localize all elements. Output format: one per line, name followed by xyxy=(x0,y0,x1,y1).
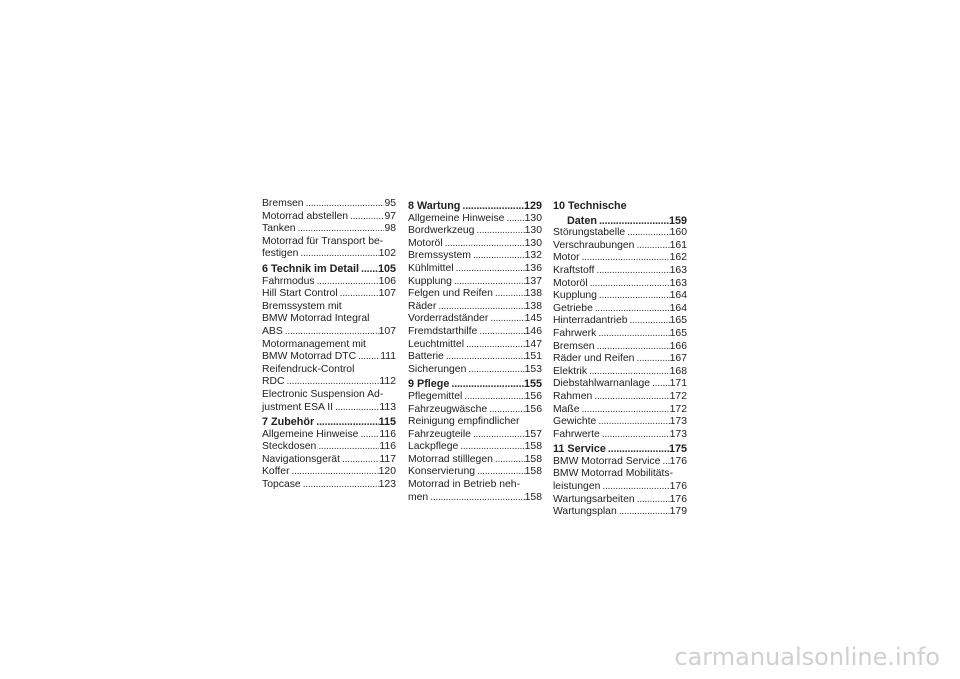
toc-column-2 xyxy=(408,198,542,504)
toc-entry[interactable] xyxy=(262,276,396,289)
dot-leader xyxy=(283,326,379,339)
toc-page-number: 120 xyxy=(378,466,396,478)
dot-leader xyxy=(443,238,525,251)
toc-page-number: 107 xyxy=(378,325,396,337)
toc-entry-title: Navigationsgerät xyxy=(262,453,340,465)
toc-entry[interactable] xyxy=(408,454,542,467)
toc-entry-title: Topcase xyxy=(262,479,301,491)
toc-entry[interactable] xyxy=(262,326,396,339)
toc-page-number: 176 xyxy=(669,455,687,467)
toc-entry-title: Räder und Reifen xyxy=(553,353,635,365)
dot-leader xyxy=(597,215,669,228)
toc-page-number: 159 xyxy=(668,214,687,227)
toc-page-number: 107 xyxy=(378,288,396,300)
toc-entry-title: Bremsen xyxy=(262,198,304,209)
toc-entry-title: BMW Motorrad Service xyxy=(553,455,661,467)
dot-leader xyxy=(464,339,525,352)
toc-page-number: 138 xyxy=(524,288,542,300)
dot-leader xyxy=(634,240,669,253)
toc-page-number: 151 xyxy=(524,351,542,363)
toc-page-number: 156 xyxy=(524,390,542,402)
toc-entry-title: Rahmen xyxy=(553,390,593,402)
toc-page-number: 162 xyxy=(669,252,687,264)
dot-leader xyxy=(477,326,524,339)
toc-entry[interactable] xyxy=(553,315,687,328)
dot-leader xyxy=(315,276,379,289)
toc-page-number: 146 xyxy=(524,325,542,337)
dot-leader xyxy=(301,479,379,492)
toc-entry[interactable] xyxy=(553,341,687,354)
toc-page-number: 112 xyxy=(379,376,396,388)
toc-entry-title: Steckdosen xyxy=(262,441,317,453)
toc-entry[interactable] xyxy=(408,276,542,289)
toc-page-number: 173 xyxy=(669,416,687,428)
toc-entry-title: Diebstahlwarnanlage xyxy=(553,378,651,390)
dot-leader xyxy=(580,404,670,417)
toc-entry[interactable] xyxy=(553,429,687,442)
dot-leader xyxy=(471,429,525,442)
dot-leader xyxy=(635,494,670,507)
dot-leader xyxy=(606,443,669,456)
dot-leader xyxy=(504,213,524,226)
toc-entry[interactable] xyxy=(408,391,542,404)
toc-page-number: 98 xyxy=(384,223,396,235)
dot-leader xyxy=(588,278,670,291)
toc-entry-title: Fahrzeugteile xyxy=(408,428,471,440)
toc-entry[interactable] xyxy=(408,351,542,364)
toc-entry-line: Motorrad für Transport be- xyxy=(262,235,384,247)
toc-entry-title: Vorderradständer xyxy=(408,313,489,325)
toc-page-number: 158 xyxy=(524,466,542,478)
toc-entry-title: Sicherungen xyxy=(408,363,467,375)
toc-entry[interactable] xyxy=(262,351,396,364)
toc-page-number: 165 xyxy=(669,327,687,339)
toc-entry-title: ABS xyxy=(262,325,283,337)
dot-leader xyxy=(471,250,525,263)
toc-entry[interactable] xyxy=(262,198,396,211)
toc-page-number: 164 xyxy=(669,302,687,314)
dot-leader xyxy=(454,263,525,276)
dot-leader xyxy=(594,265,669,278)
dot-leader xyxy=(460,200,524,213)
toc-entry-title: Gewichte xyxy=(553,416,597,428)
toc-entry[interactable] xyxy=(262,402,396,415)
toc-entry[interactable] xyxy=(553,278,687,291)
toc-entry-line: Bremssystem mit xyxy=(262,300,342,312)
dot-leader xyxy=(660,456,669,469)
toc-entry-line: Electronic Suspension Ad- xyxy=(262,388,384,400)
dot-leader xyxy=(592,391,669,404)
toc-entry-line: Motormanagement mit xyxy=(262,338,366,350)
toc-entry-title: Wartungsarbeiten xyxy=(553,493,635,505)
toc-entry[interactable] xyxy=(262,429,396,442)
dot-leader xyxy=(487,404,525,417)
toc-entry-title: Kühlmittel xyxy=(408,262,454,274)
toc-entry-line: BMW Motorrad Integral xyxy=(262,313,370,325)
toc-entry-title: 11 Service xyxy=(553,443,606,456)
toc-entry[interactable] xyxy=(408,213,542,226)
dot-leader xyxy=(466,364,524,377)
toc-page-number: 165 xyxy=(669,315,687,327)
toc-entry[interactable] xyxy=(553,416,687,429)
toc-entry[interactable] xyxy=(262,223,396,236)
dot-leader xyxy=(304,198,385,211)
toc-page-number: 158 xyxy=(524,491,542,503)
toc-entry[interactable] xyxy=(553,481,687,494)
toc-page-number: 136 xyxy=(524,262,542,274)
toc-entry[interactable] xyxy=(553,265,687,278)
dot-leader xyxy=(452,276,525,289)
watermark: carmanualsonline.info xyxy=(674,643,940,671)
toc-page-number: 147 xyxy=(524,338,542,350)
dot-leader xyxy=(462,391,524,404)
dot-leader xyxy=(298,248,378,261)
toc-entry[interactable] xyxy=(262,211,396,224)
dot-leader xyxy=(493,288,525,301)
dot-leader xyxy=(634,353,669,366)
toc-page-number: 97 xyxy=(384,210,396,222)
toc-entry-title: Wartungsplan xyxy=(553,506,617,518)
toc-column-1 xyxy=(262,198,396,492)
toc-entry-title: Motoröl xyxy=(553,277,588,289)
toc-entry[interactable] xyxy=(553,378,687,391)
toc-chapter-heading[interactable] xyxy=(408,200,542,213)
dot-leader xyxy=(617,506,670,519)
toc-entry-title: Batterie xyxy=(408,351,444,363)
toc-entry-title: Hill Start Control xyxy=(262,288,338,300)
toc-entry[interactable] xyxy=(553,391,687,404)
toc-entry[interactable] xyxy=(262,441,396,454)
dot-leader xyxy=(340,454,379,467)
toc-page-number: 130 xyxy=(524,225,542,237)
toc-page-number: 157 xyxy=(524,428,542,440)
toc-chapter-heading[interactable] xyxy=(262,416,396,429)
toc-entry-title: Felgen und Reifen xyxy=(408,288,493,300)
toc-entry-title: BMW Motorrad DTC xyxy=(262,351,357,363)
dot-leader xyxy=(493,454,525,467)
dot-leader xyxy=(338,288,379,301)
toc-entry[interactable] xyxy=(408,263,542,276)
toc-page-number: 111 xyxy=(380,351,396,363)
toc-entry-line: Motorrad in Betrieb neh- xyxy=(408,479,521,491)
toc-chapter-heading[interactable] xyxy=(408,378,542,391)
toc-page-number: 158 xyxy=(524,453,542,465)
toc-entry[interactable] xyxy=(553,252,687,265)
toc-entry-title: Lackpflege xyxy=(408,441,459,453)
toc-page-number: 160 xyxy=(669,227,687,239)
toc-entry-title: justment ESA II xyxy=(262,401,334,413)
toc-entry[interactable] xyxy=(553,240,687,253)
toc-entry-title: Hinterradantrieb xyxy=(553,315,628,327)
toc-entry-title: Bremsen xyxy=(553,340,595,352)
toc-entry-title: 9 Pflege xyxy=(408,378,450,391)
dot-leader xyxy=(290,466,379,479)
toc-page-number: 172 xyxy=(669,390,687,402)
dot-leader xyxy=(596,416,669,429)
toc-page-number: 102 xyxy=(378,248,396,260)
toc-entry-title: RDC xyxy=(262,376,285,388)
toc-page-number: 176 xyxy=(669,481,687,493)
toc-entry-title: Bordwerkzeug xyxy=(408,225,475,237)
toc-page-number: 117 xyxy=(379,453,396,465)
toc-entry-title: Fremdstarthilfe xyxy=(408,325,478,337)
toc-entry[interactable] xyxy=(553,456,687,469)
toc-page-number: 171 xyxy=(669,378,687,390)
toc-page-number: 113 xyxy=(379,401,396,413)
toc-entry[interactable] xyxy=(262,248,396,261)
toc-entry[interactable] xyxy=(553,227,687,240)
dot-leader xyxy=(449,378,524,391)
toc-entry-line: Reinigung empfindlicher xyxy=(408,416,520,428)
toc-entry-title: Elektrik xyxy=(553,365,588,377)
toc-chapter-heading[interactable] xyxy=(553,215,687,228)
toc-entry-title: Fahrwerte xyxy=(553,428,600,440)
toc-entry-title: 6 Technik im Detail xyxy=(262,262,360,275)
toc-entry[interactable] xyxy=(262,479,396,492)
toc-entry[interactable] xyxy=(553,404,687,417)
toc-page-number: 132 xyxy=(524,250,542,262)
toc-entry-title: Motorrad stilllegen xyxy=(408,453,493,465)
toc-page-number: 175 xyxy=(668,443,687,456)
toc-entry-title: Leuchtmittel xyxy=(408,338,465,350)
dot-leader xyxy=(600,429,670,442)
toc-entry-title: Kraftstoff xyxy=(553,264,595,276)
toc-entry-title: leistungen xyxy=(553,481,601,493)
toc-page-number: 172 xyxy=(669,403,687,415)
toc-page-number: 163 xyxy=(669,277,687,289)
toc-column-3 xyxy=(553,198,687,519)
toc-page-number: 123 xyxy=(378,479,396,491)
toc-entry[interactable] xyxy=(408,250,542,263)
toc-entry[interactable] xyxy=(553,328,687,341)
toc-page-number: 116 xyxy=(379,428,396,440)
toc-page-number: 105 xyxy=(377,262,396,275)
toc-entry-title: Allgemeine Hinweise xyxy=(408,212,505,224)
dot-leader xyxy=(597,290,670,303)
toc-page-number: 130 xyxy=(524,212,542,224)
toc-entry-title: Motor xyxy=(553,252,580,264)
toc-entry-title: Räder xyxy=(408,300,437,312)
toc-entry[interactable] xyxy=(553,506,687,519)
toc-entry-line: Reifendruck-Control xyxy=(262,363,355,375)
dot-leader xyxy=(474,225,524,238)
toc-entry[interactable] xyxy=(553,366,687,379)
toc-entry-title: Kupplung xyxy=(408,275,452,287)
toc-entry-title: men xyxy=(408,491,429,503)
toc-entry-title: 8 Wartung xyxy=(408,200,461,212)
toc-entry-title: Störungstabelle xyxy=(553,227,626,239)
toc-entry-title: Motoröl xyxy=(408,237,443,249)
toc-page-number: 153 xyxy=(524,363,542,375)
toc-entry-title: Bremssystem xyxy=(408,250,471,262)
dot-leader xyxy=(475,466,525,479)
toc-entry-title: Daten xyxy=(567,214,597,227)
toc-page-number: 95 xyxy=(384,198,396,209)
toc-page-number: 156 xyxy=(524,403,542,415)
dot-leader xyxy=(314,416,378,429)
toc-entry-line: BMW Motorrad Mobilitäts- xyxy=(553,468,674,480)
toc-entry-title: Kupplung xyxy=(553,290,597,302)
toc-page-number: 116 xyxy=(379,441,396,453)
toc-page-number: 179 xyxy=(669,506,687,518)
dot-leader xyxy=(587,366,670,379)
toc-entry[interactable] xyxy=(408,301,542,314)
dot-leader xyxy=(316,441,379,454)
dot-leader xyxy=(444,351,525,364)
toc-page-number: 137 xyxy=(524,275,542,287)
toc-page-number: 168 xyxy=(669,365,687,377)
dot-leader xyxy=(596,328,669,341)
toc-entry-title: Motorrad abstellen xyxy=(262,210,349,222)
dot-leader xyxy=(436,301,524,314)
toc-entry-title: festigen xyxy=(262,248,299,260)
toc-entry[interactable] xyxy=(408,429,542,442)
dot-leader xyxy=(285,376,380,389)
toc-entry[interactable] xyxy=(408,238,542,251)
dot-leader xyxy=(580,252,670,265)
toc-page-number: 106 xyxy=(378,275,396,287)
toc-entry-title: Tanken xyxy=(262,223,296,235)
toc-page-number: 138 xyxy=(524,300,542,312)
toc-page-number: 176 xyxy=(669,493,687,505)
dot-leader xyxy=(650,378,670,391)
toc-entry[interactable] xyxy=(408,288,542,301)
dot-leader xyxy=(333,402,379,415)
toc-page-number: 167 xyxy=(669,353,687,365)
toc-page-number: 164 xyxy=(669,290,687,302)
toc-entry-title: Verschraubungen xyxy=(553,239,635,251)
dot-leader xyxy=(628,315,670,328)
toc-chapter-heading[interactable] xyxy=(553,443,687,456)
dot-leader xyxy=(428,492,524,505)
toc-entry[interactable] xyxy=(408,225,542,238)
toc-entry[interactable] xyxy=(408,326,542,339)
toc-entry[interactable] xyxy=(408,441,542,454)
dot-leader xyxy=(296,223,385,236)
toc-entry-title: 7 Zubehör xyxy=(262,416,315,429)
dot-leader xyxy=(600,481,669,494)
toc-entry[interactable] xyxy=(262,376,396,389)
toc-chapter-heading-line: 10 Technische xyxy=(553,200,627,212)
toc-entry-title: Koffer xyxy=(262,466,290,478)
toc-entry-title: Fahrwerk xyxy=(553,327,597,339)
toc-entry[interactable] xyxy=(408,339,542,352)
toc-entry[interactable] xyxy=(262,288,396,301)
toc-entry[interactable] xyxy=(408,492,542,505)
toc-entry-title: Maße xyxy=(553,403,580,415)
toc-entry[interactable] xyxy=(553,353,687,366)
toc-page-number: 163 xyxy=(669,264,687,276)
toc-entry[interactable] xyxy=(553,494,687,507)
toc-chapter-heading[interactable] xyxy=(262,263,396,276)
dot-leader xyxy=(348,211,384,224)
toc-entry[interactable] xyxy=(408,313,542,326)
toc-entry[interactable] xyxy=(408,364,542,377)
toc-page-number: 166 xyxy=(669,340,687,352)
toc-page-number: 173 xyxy=(669,428,687,440)
toc-entry-title: Pflegemittel xyxy=(408,390,463,402)
toc-page-number: 145 xyxy=(524,313,542,325)
toc-entry[interactable] xyxy=(408,404,542,417)
dot-leader xyxy=(593,303,670,316)
toc-entry[interactable] xyxy=(262,454,396,467)
dot-leader xyxy=(356,351,380,364)
toc-page-number: 158 xyxy=(524,441,542,453)
toc-entry[interactable] xyxy=(553,303,687,316)
dot-leader xyxy=(488,313,524,326)
toc-entry[interactable] xyxy=(553,290,687,303)
toc-entry-title: Fahrmodus xyxy=(262,275,315,287)
dot-leader xyxy=(625,227,669,240)
dot-leader xyxy=(359,263,378,276)
toc-page-number: 130 xyxy=(524,237,542,249)
toc-page-number: 161 xyxy=(669,239,687,251)
dot-leader xyxy=(358,429,379,442)
toc-entry-title: Getriebe xyxy=(553,302,593,314)
toc-entry-title: Konservierung xyxy=(408,466,476,478)
toc-entry[interactable] xyxy=(262,466,396,479)
toc-page-number: 129 xyxy=(523,200,542,212)
dot-leader xyxy=(595,341,670,354)
toc-entry-title: Allgemeine Hinweise xyxy=(262,428,359,440)
toc-entry[interactable] xyxy=(408,466,542,479)
toc-entry-title: Fahrzeugwäsche xyxy=(408,403,488,415)
dot-leader xyxy=(458,441,524,454)
toc-page-number: 155 xyxy=(523,378,542,391)
toc-page-number: 115 xyxy=(378,416,396,429)
